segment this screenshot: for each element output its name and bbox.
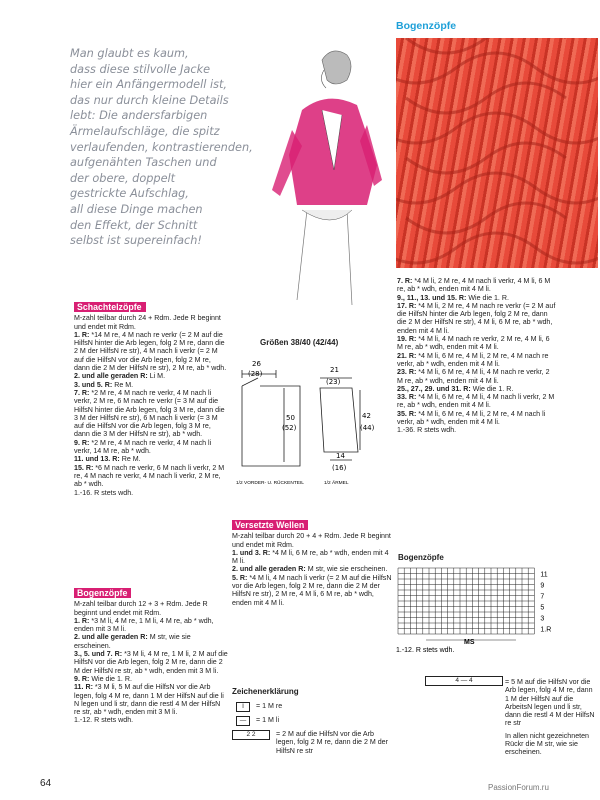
instruction-line: 1.-16. R stets wdh.	[74, 488, 134, 497]
schematic-title: Größen 38/40 (42/44)	[260, 338, 339, 347]
row-label: 2. und alle geraden R:	[74, 633, 148, 642]
instruction-line: 9. R: *2 M re, 4 M nach re verkr, 4 M nach li verkr, 14 M re, ab * wdh.	[74, 438, 212, 456]
dim-label: (23)	[326, 378, 341, 386]
intro-line: selbst ist supereinfach!	[70, 234, 202, 248]
legend-text: = 1 M re	[256, 702, 283, 710]
instruction-line: 33. R: *4 M li, 6 M re, 4 M li, 4 M nach li verkr, 2 M re, ab * wdh, enden mit 4 M li.	[397, 393, 555, 410]
instruction-line: 15. R: *6 M nach re verkr, 6 M nach li verkr, 2 M re, 4 M nach re verkr, 4 M nach li verkr, 2 M re, ab * wdh.	[74, 463, 225, 489]
row-label: 1. R:	[74, 330, 90, 339]
dim-label: 50	[286, 414, 295, 422]
jacket-sketch	[262, 40, 392, 310]
intro-line: Ärmelaufschläge, die spitz	[70, 124, 220, 138]
intro-line: verlaufenden, kontrastierenden,	[70, 140, 253, 154]
chart-row-label: 7	[540, 593, 545, 601]
row-label: 11. R:	[74, 683, 93, 692]
dim-label: (44)	[360, 424, 375, 432]
instruction-line: 2. und alle geraden R: Li M.	[74, 372, 166, 381]
legend-item	[232, 702, 392, 712]
intro-line: den Effekt, der Schnitt	[70, 218, 198, 232]
intro-line: hier ein Anfängermodell ist,	[70, 78, 227, 92]
instruction-line: 23. R: *4 M li, 6 M re, 4 M li, 4 M nach re verkr, 2 M re, ab * wdh, enden mit 4 M li.	[397, 368, 550, 385]
section-body	[397, 277, 557, 435]
chart-row-label: 9	[540, 582, 545, 590]
instruction-line: 1. R: *3 M li, 4 M re, 1 M li, 4 M re, ab * wdh, enden mit 3 M li.	[74, 616, 214, 634]
intro-text	[70, 46, 290, 249]
chart-row-label: 1.R	[540, 626, 552, 634]
photo-title: Bogenzöpfe	[396, 20, 457, 32]
section-heading: Bogenzöpfe	[74, 588, 131, 598]
row-label: 9. R:	[74, 438, 90, 447]
caption-body: 1/2 VORDER- U. RÜCKENTEIL	[236, 481, 304, 486]
intro-line: aufgenähten Taschen und	[70, 156, 217, 170]
instruction-line: 1. und 3. R: *4 M li, 6 M re, ab * wdh, enden mit 4 M li.	[232, 548, 389, 566]
cable-knit-photo	[396, 38, 598, 268]
chart-title: Bogenzöpfe	[398, 553, 444, 562]
instruction-line: 9., 11., 13. und 15. R: Wie die 1. R.	[397, 293, 509, 302]
legend-title: Zeichenerklärung	[232, 687, 299, 696]
section-body	[74, 600, 228, 724]
row-label: 9., 11., 13. und 15. R:	[397, 293, 467, 302]
legend-item	[232, 716, 392, 726]
row-label: 5. R:	[232, 573, 248, 582]
intro-line: Man glaubt es kaum,	[70, 47, 189, 60]
schachtelzoepfe-section	[74, 302, 228, 497]
row-label: 7. R:	[74, 388, 90, 397]
row-label: 35. R:	[397, 409, 417, 418]
row-label: 2. und alle geraden R:	[74, 372, 148, 381]
dim-label: 26	[252, 360, 261, 368]
intro-line: der obere, doppelt	[70, 171, 176, 185]
watermark: PassionForum.ru	[488, 783, 549, 792]
intro-line: gestrickte Aufschlag,	[70, 187, 189, 201]
row-label: 3. und 5. R:	[74, 380, 113, 389]
instruction-line: 25., 27., 29. und 31. R: Wie die 1. R.	[397, 384, 514, 393]
section-heading: Schachtelzöpfe	[74, 302, 146, 312]
chart-note: 1.-12. R stets wdh.	[396, 647, 455, 652]
row-label: 1. und 3. R:	[232, 548, 271, 557]
row-label: 1. R:	[74, 616, 90, 625]
legend-text: = 1 M li	[256, 716, 280, 724]
dim-label: 42	[362, 412, 371, 420]
chart-row-label: 11	[540, 571, 548, 579]
dim-label: (52)	[282, 424, 297, 432]
row-label: 3., 5. und 7. R:	[74, 650, 123, 659]
instruction-line: 35. R: *4 M li, 6 M re, 4 M li, 2 M re, 4 M nach li verkr, ab * wdh, enden mit 4 M li.	[397, 409, 546, 427]
intro-line: dass diese stilvolle Jacke	[70, 62, 211, 76]
legend-item	[505, 678, 595, 757]
row-label: 17. R:	[397, 301, 417, 310]
bogenzoepfe-section	[74, 588, 228, 725]
instruction-line: 2. und alle geraden R: M str, wie sie erscheinen.	[232, 565, 388, 574]
intro-line: lebt: Die andersfarbigen	[70, 109, 208, 123]
instruction-line: 11. R: *3 M li, 5 M auf die HilfsN vor die Arb legen, folg 4 M re, dann 1 M der HilfsN auf die li N legen und li str, dann die restl 4 M der HilfsN re str, ab * wdh, enden mit 3 M li.	[74, 683, 224, 717]
legend-text: = 2 M auf die HilfsN vor die Arb legen, folg 2 M re, dann die 2 M der HilfsN re str	[276, 730, 388, 755]
chart-row-label: 5	[540, 604, 545, 612]
knitting-chart	[396, 564, 576, 652]
instruction-line: 3., 5. und 7. R: *3 M li, 4 M re, 1 M li, 2 M auf die HilfsN vor die Arb legen, folg 2 M re, dann die 2 M der HilfsN re str, ab * wdh, enden mit 3 M li.	[74, 650, 228, 675]
instruction-line: 17. R: *4 M li, 2 M re, 4 M nach re verkr (= 2 M auf die HilfsN hinter die Arb legen, folg 2 M re, dann die 2 M der HilfsN re str), 4 M li, 6 M re, ab * wdh, enden mit 4 M li.	[397, 301, 556, 335]
row-label: 23. R:	[397, 368, 417, 377]
dim-label: 21	[330, 366, 339, 374]
instruction-line: 1.-12. R stets wdh.	[74, 716, 134, 725]
size-schematic	[232, 348, 382, 488]
row-label: 2. und alle geraden R:	[232, 565, 306, 574]
row-label: 11. und 13. R:	[74, 455, 120, 464]
versetzte-wellen-continued	[397, 277, 557, 435]
legend-text: = 5 M auf die HilfsN vor die Arb legen, folg 4 M re, dann 1 M der HilfsN auf die ArbeitsN legen und li str, dann die restl 4 M der HilfsN re str	[505, 678, 595, 728]
instruction-line: 11. und 13. R: Re M.	[74, 455, 141, 464]
intro-line: all diese Dinge machen	[70, 202, 203, 216]
purl-symbol: —	[236, 716, 250, 726]
instruction-line: 1.-36. R stets wdh.	[397, 426, 457, 435]
instruction-line: M-zahl teilbar durch 12 + 3 + Rdm. Jede R beginnt und endet mit Rdm.	[74, 600, 208, 617]
row-label: 15. R:	[74, 463, 94, 472]
row-label: 21. R:	[397, 351, 417, 360]
instruction-line: 21. R: *4 M li, 6 M re, 4 M li, 2 M re, 4 M nach re verkr, ab * wdh, enden mit 4 M li.	[397, 351, 549, 368]
intro-line: das nur durch kleine Details	[70, 93, 229, 107]
instruction-line: 3. und 5. R: Re M.	[74, 380, 134, 389]
dim-label: 14	[336, 452, 345, 460]
section-heading: Versetzte Wellen	[232, 520, 308, 530]
row-label: 7. R:	[397, 277, 413, 285]
section-body	[232, 532, 394, 607]
instruction-line: 1. R: *14 M re, 4 M nach re verkr (= 2 M auf die HilfsN hinter die Arb legen, folg 2 M re, dann die 2 M der HilfsN re str), 4 M nach li verkr (= 2 M auf die HilfsN vor die Arb legen, folg 2 M re, dann die 2 M der HilfsN re str), 2 M re, ab * wdh.	[74, 330, 227, 373]
legend-footnote: In allen nicht gezeichneten Rückr die M str, wie sie erscheinen.	[505, 731, 590, 757]
knit-symbol: I	[236, 702, 250, 712]
versetzte-wellen-section	[232, 520, 394, 607]
section-body	[74, 314, 228, 497]
row-label: 19. R:	[397, 335, 417, 344]
instruction-line: M-zahl teilbar durch 24 + Rdm. Jede R beginnt und endet mit Rdm.	[74, 314, 221, 331]
instruction-line: 7. R: *2 M re, 4 M nach re verkr, 4 M nach li verkr, 2 M re, 6 M nach re verkr (= 3 M auf die HilfsN hinter die Arb legen, folg 3 M re, dann die 3 M der HilfsN re str), 6 M nach li verkr (= 3 M auf die HilfsN vor die Arb legen, folg 3 M re, dann die 3 M der HilfsN re str), ab * wdh.	[74, 388, 225, 439]
dim-label: (28)	[248, 370, 263, 378]
legend-item	[232, 730, 392, 755]
instruction-line: 7. R: *4 M li, 2 M re, 4 M nach li verkr, 4 M li, 6 M re, ab * wdh, enden mit 4 M li.	[397, 277, 551, 294]
caption-sleeve: 1/2 ÄRMEL	[324, 481, 349, 486]
cable-4-1-4-symbol: 4 — 4	[425, 676, 503, 686]
dim-label: (16)	[332, 464, 347, 472]
row-label: 33. R:	[397, 393, 417, 402]
row-label: 25., 27., 29. und 31. R:	[397, 384, 471, 393]
cable-2-2-symbol: 2 2	[232, 730, 270, 740]
instruction-line: 5. R: *4 M li, 4 M nach li verkr (= 2 M auf die HilfsN vor die Arb legen, folg 2 M re, dann die 2 M der HilfsN re str), 2 M re, 4 M li, 6 M re, ab * wdh, enden mit 4 M li.	[232, 573, 392, 607]
page-number: 64	[40, 778, 52, 789]
legend-list	[232, 702, 392, 755]
chart-row-label: 3	[540, 615, 545, 623]
instruction-line: 9. R: Wie die 1. R.	[74, 674, 132, 683]
instruction-line: 2. und alle geraden R: M str, wie sie erscheinen.	[74, 633, 191, 650]
instruction-line: 19. R: *4 M li, 4 M nach re verkr, 2 M re, 4 M li, 6 M re, ab * wdh, enden mit 4 M li.	[397, 335, 550, 352]
row-label: 9. R:	[74, 674, 90, 683]
ms-label: MS	[464, 639, 475, 646]
instruction-line: M-zahl teilbar durch 20 + 4 + Rdm. Jede R beginnt und endet mit Rdm.	[232, 532, 391, 549]
